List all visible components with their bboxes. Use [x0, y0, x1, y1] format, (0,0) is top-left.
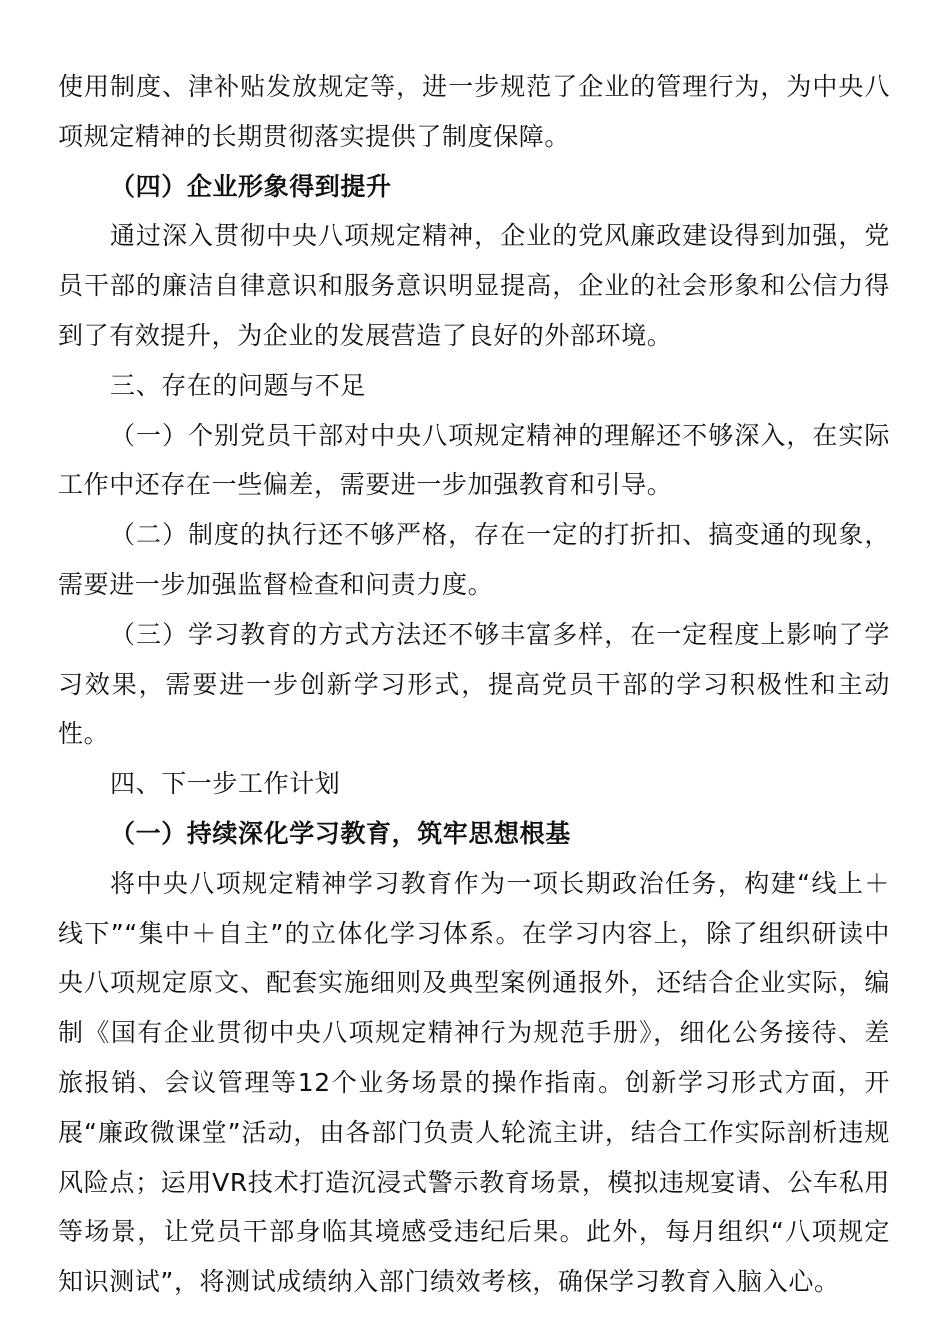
body-paragraph-continued: 使用制度、津补贴发放规定等，进一步规范了企业的管理行为，为中央八项规定精神的长期贯彻落实提供了制度保障。 — [58, 72, 890, 151]
section-heading-next-plan: 四、下一步工作计划 — [110, 769, 341, 799]
problem-item-2: （二）制度的执行还不够严格，存在一定的打折扣、搞变通的现象，需要进一步加强监督检查和问责力度。 — [58, 520, 890, 599]
body-paragraph-deepen-learning: 将中央八项规定精神学习教育作为一项长期政治任务，构建“线上＋线下”“集中＋自主”的立体化学习体系。在学习内容上，除了组织研读中央八项规定原文、配套实施细则及典型案例通报外，还结合企业实际，编制《国有企业贯彻中央八项规定精神行为规范手册》，细化公务接待、差旅报销、会议管理等12个业务场景的操作指南。创新学习形式方面，开展“廉政微课堂”活动，由各部门负责人轮流主讲，结合工作实际剖析违规风险点；运用VR技术打造沉浸式警示教育场景，模拟违规宴请、公车私用等场景，让党员干部身临其境感受违纪后果。此外，每月组织“八项规定知识测试”，将测试成绩纳入部门绩效考核，确保学习教育入脑入心。 — [58, 868, 890, 1297]
document-page — [58, 62, 890, 1307]
section-heading-problems: 三、存在的问题与不足 — [110, 370, 367, 400]
subheading-deepen-learning: （一）持续深化学习教育，筑牢思想根基 — [110, 818, 571, 848]
section-heading-enterprise-image: （四）企业形象得到提升 — [110, 171, 392, 201]
problem-item-3: （三）学习教育的方式方法还不够丰富多样，在一定程度上影响了学习效果，需要进一步创新学习形式，提高党员干部的学习积极性和主动性。 — [58, 619, 890, 749]
problem-item-1: （一）个别党员干部对中央八项规定精神的理解还不够深入，在实际工作中还存在一些偏差，需要进一步加强教育和引导。 — [58, 420, 890, 500]
body-paragraph-enterprise-image: 通过深入贯彻中央八项规定精神，企业的党风廉政建设得到加强，党员干部的廉洁自律意识和服务意识明显提高，企业的社会形象和公信力得到了有效提升，为企业的发展营造了良好的外部环境。 — [58, 221, 890, 350]
